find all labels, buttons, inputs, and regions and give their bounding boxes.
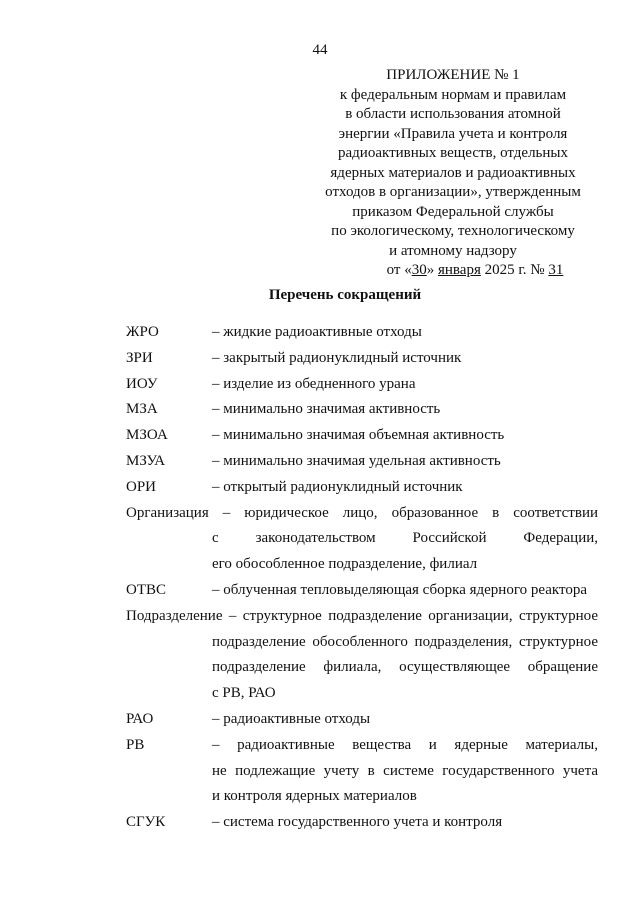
abbr-term: СГУК bbox=[126, 814, 166, 831]
abbr-term: РАО bbox=[126, 710, 154, 727]
list-item bbox=[126, 475, 598, 501]
appendix-header bbox=[318, 66, 588, 281]
appendix-date bbox=[318, 261, 588, 281]
date-mid: » bbox=[426, 262, 438, 278]
abbr-term: МЗА bbox=[126, 401, 158, 418]
abbr-definition: – минимально значимая удельная активность bbox=[212, 452, 501, 469]
appendix-line: радиоактивных веществ, отдельных bbox=[338, 145, 568, 161]
date-year: 2025 г. № bbox=[480, 262, 549, 278]
order-number: 31 bbox=[548, 262, 564, 278]
abbr-definition: – система государственного учета и контроля bbox=[212, 814, 503, 831]
abbr-term: ЖРО bbox=[126, 324, 159, 340]
list-item bbox=[126, 320, 598, 346]
organization-line: с законодательством Российской Федерации, bbox=[212, 530, 598, 547]
appendix-line: энергии «Правила учета и контроля bbox=[338, 125, 568, 142]
list-item bbox=[126, 397, 598, 423]
abbr-term: МЗУА bbox=[126, 452, 166, 469]
organization-line: его обособленное подразделение, филиал bbox=[212, 556, 478, 573]
list-item bbox=[126, 372, 598, 398]
list-item bbox=[126, 707, 598, 733]
list-item-rv bbox=[126, 733, 598, 810]
abbr-term: РВ bbox=[126, 736, 145, 753]
list-item bbox=[126, 578, 598, 604]
abbr-term: ОРИ bbox=[126, 478, 157, 495]
list-item bbox=[126, 449, 598, 475]
list-item-subdivision bbox=[126, 604, 598, 707]
subdivision-line: с РВ, РАО bbox=[212, 685, 276, 702]
abbr-term: ЗРИ bbox=[126, 349, 153, 366]
list-title: Перечень сокращений bbox=[268, 287, 422, 303]
appendix-line: приказом Федеральной службы bbox=[352, 203, 554, 220]
subdivision-line: подразделение филиала, осуществляющее обращение bbox=[212, 659, 598, 676]
appendix-line: к федеральным нормам и правилам bbox=[339, 86, 567, 103]
date-day: 30 bbox=[411, 262, 427, 278]
appendix-title: ПРИЛОЖЕНИЕ № 1 bbox=[386, 67, 520, 83]
list-item bbox=[126, 810, 598, 836]
abbr-term: ИОУ bbox=[126, 375, 158, 392]
abbr-definition: – открытый радионуклидный источник bbox=[212, 478, 463, 495]
rv-line: не подлежащие учету в системе государственного учета bbox=[212, 762, 598, 779]
list-item bbox=[126, 423, 598, 449]
abbr-term: ОТВС bbox=[126, 581, 167, 598]
abbr-definition: – жидкие радиоактивные отходы bbox=[212, 324, 422, 340]
abbr-definition: – облученная тепловыделяющая сборка ядерного реактора bbox=[212, 581, 587, 598]
abbr-definition: – закрытый радионуклидный источник bbox=[212, 349, 462, 366]
appendix-line: в области использования атомной bbox=[345, 106, 561, 122]
rv-line: и контроля ядерных материалов bbox=[212, 788, 417, 805]
abbreviation-list bbox=[126, 320, 598, 836]
list-item bbox=[126, 346, 598, 372]
subdivision-line: Подразделение – структурное подразделение организации, структурное bbox=[126, 607, 598, 624]
page-number: 44 bbox=[312, 42, 328, 58]
abbr-term: МЗОА bbox=[126, 427, 168, 444]
abbr-definition: – изделие из обедненного урана bbox=[212, 375, 416, 392]
abbr-definition: – радиоактивные вещества и ядерные материалы, bbox=[212, 736, 598, 753]
organization-line: Организация – юридическое лицо, образованное в соответствии bbox=[126, 504, 598, 521]
list-item-organization bbox=[126, 501, 598, 578]
appendix-line: ядерных материалов и радиоактивных bbox=[330, 164, 576, 181]
abbr-definition: – радиоактивные отходы bbox=[212, 710, 371, 727]
date-month: января bbox=[437, 262, 481, 278]
appendix-line: и атомному надзору bbox=[389, 242, 517, 259]
abbr-definition: – минимально значимая объемная активность bbox=[212, 427, 505, 444]
date-prefix: от « bbox=[386, 262, 412, 278]
appendix-line: по экологическому, технологическому bbox=[331, 223, 575, 239]
abbr-definition: – минимально значимая активность bbox=[212, 401, 441, 418]
subdivision-line: подразделение обособленного подразделения, структурное bbox=[212, 633, 598, 650]
appendix-line: отходов в организации», утвержденным bbox=[325, 184, 581, 200]
